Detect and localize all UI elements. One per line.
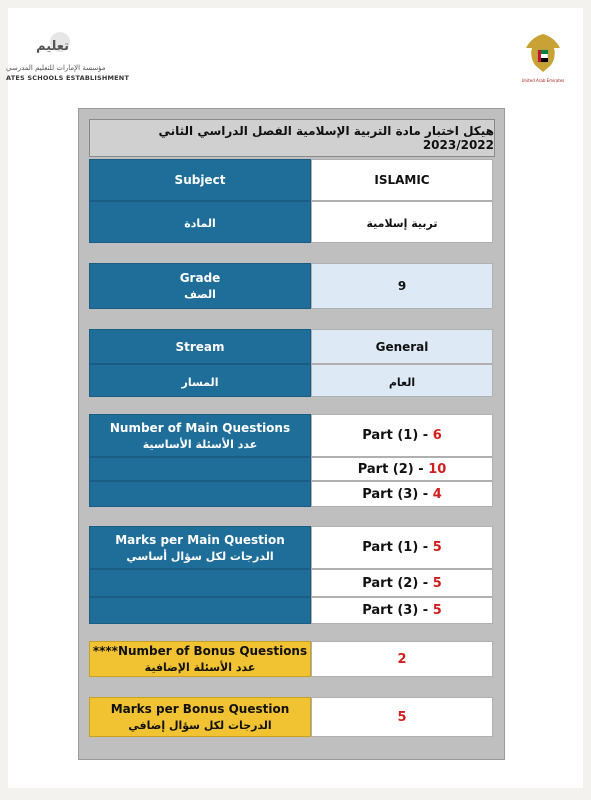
main-questions-part3-cell	[311, 481, 493, 507]
bonus-questions-value: 2	[397, 651, 407, 667]
main-questions-label-ar: عدد الأسئلة الأساسية	[142, 437, 258, 451]
table-title: هيكل اختبار مادة التربية الإسلامية الفصل الدراسي الثاني 2023/2022	[89, 119, 495, 157]
main-questions-part1-cell	[311, 414, 493, 457]
subject-value-ar: تربية إسلامية	[366, 217, 438, 230]
stream-value-ar: العام	[388, 375, 416, 389]
marks-main-label: Marks per Main Question	[115, 532, 285, 547]
marks-main-part2-cell	[311, 569, 493, 597]
marks-main-part2: Part (2) - 5	[362, 575, 442, 591]
marks-main-part3: Part (3) - 5	[362, 603, 442, 618]
bonus-questions-label: ****Number of Bonus Questions	[92, 644, 308, 658]
taaleem-logo-icon	[32, 30, 72, 60]
main-questions-part2: Part (2) - 10	[357, 461, 447, 477]
bonus-questions-value-cell	[311, 641, 493, 677]
logo-english-name: ATES SCHOOLS ESTABLISHMENT	[6, 74, 130, 82]
eagle-emblem-icon	[518, 28, 568, 78]
main-questions-part1: Part (1) - 6	[362, 428, 442, 443]
marks-bonus-value-cell	[311, 697, 493, 737]
subject-value-cell	[311, 159, 493, 201]
stream-label-ar-cell	[89, 364, 311, 397]
emblem-caption: United Arab Emirates	[521, 78, 565, 83]
marks-main-part3-cell	[311, 597, 493, 624]
grade-label-cell	[89, 263, 311, 309]
marks-bonus-label: Marks per Bonus Question	[110, 702, 290, 716]
subject-label-ar: المادة	[184, 217, 216, 230]
main-questions-blank-cell-2	[89, 457, 311, 481]
marks-main-part1: Part (1) - 5	[362, 540, 442, 555]
svg-text:تعليم: تعليم	[36, 39, 70, 54]
grade-label: Grade	[179, 271, 221, 285]
stream-label-cell	[89, 329, 311, 364]
main-questions-label: Number of Main Questions	[109, 420, 291, 435]
document-page	[8, 8, 583, 788]
marks-main-blank-cell-3	[89, 597, 311, 624]
marks-main-label-ar: الدرجات لكل سؤال أساسي	[126, 549, 274, 563]
marks-main-blank-cell-2	[89, 569, 311, 597]
subject-label-cell	[89, 159, 311, 201]
logo-arabic-name: مؤسسة الإمارات للتعليم المدرسي	[6, 64, 106, 72]
subject-value-ar-cell	[311, 201, 493, 243]
grade-label-ar: الصف	[184, 288, 216, 301]
stream-value-cell	[311, 329, 493, 364]
exam-structure-table	[78, 108, 505, 760]
bonus-questions-label-ar: عدد الأسئلة الإضافية	[144, 661, 256, 674]
subject-value: ISLAMIC	[374, 173, 430, 187]
grade-value: 9	[397, 279, 407, 293]
main-questions-label-cell	[89, 414, 311, 457]
marks-bonus-label-ar: الدرجات لكل سؤال إضافي	[128, 719, 272, 732]
bonus-questions-label-cell	[89, 641, 311, 677]
marks-main-label-cell	[89, 526, 311, 569]
grade-value-cell	[311, 263, 493, 309]
stream-label: Stream	[175, 339, 225, 354]
main-questions-part3: Part (3) - 4	[362, 486, 442, 502]
marks-bonus-label-cell	[89, 697, 311, 737]
stream-value-ar-cell	[311, 364, 493, 397]
subject-label: Subject	[174, 173, 226, 187]
stream-label-ar: المسار	[181, 375, 219, 389]
subject-label-ar-cell	[89, 201, 311, 243]
marks-bonus-value: 5	[397, 709, 407, 725]
ministry-logo	[6, 26, 130, 86]
main-questions-part2-cell	[311, 457, 493, 481]
stream-value: General	[375, 339, 429, 354]
marks-main-part1-cell	[311, 526, 493, 569]
uae-emblem	[518, 28, 568, 88]
main-questions-blank-cell-3	[89, 481, 311, 507]
